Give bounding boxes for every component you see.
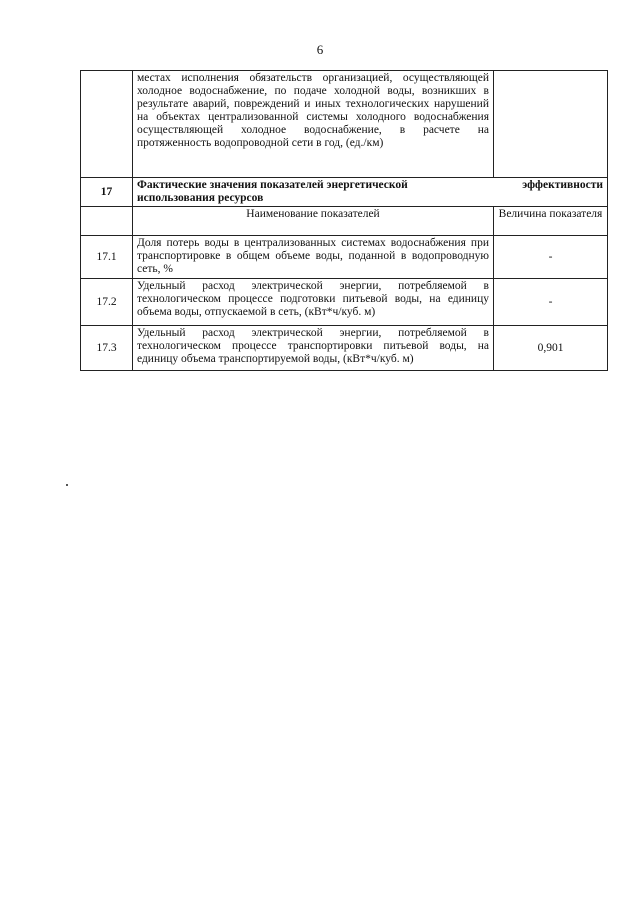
table-header-row xyxy=(81,207,608,236)
row-number-cell xyxy=(81,71,133,178)
indicators-table xyxy=(80,70,608,371)
row-description: Доля потерь воды в централизованных системах водоснабжения при транспортировке в общем объеме воды, поданной в водопроводную сеть, % xyxy=(133,236,494,279)
row-number: 17.2 xyxy=(81,279,133,326)
row-description: Удельный расход электрической энергии, потребляемой в технологическом процессе транспортировки питьевой воды, на единицу объема транспортируемой воды, (кВт*ч/куб. м) xyxy=(133,326,494,371)
section-number: 17 xyxy=(81,178,133,207)
section-title-part2: эффективности xyxy=(522,179,603,191)
page-number: 6 xyxy=(316,42,324,57)
section-title xyxy=(133,178,608,207)
row-value: - xyxy=(494,236,608,279)
row-number: 17.1 xyxy=(81,236,133,279)
section-row xyxy=(81,178,608,207)
row-description: Удельный расход электрической энергии, потребляемой в технологическом процессе подготовки питьевой воды, на единицу объема воды, отпускаемой в сеть, (кВт*ч/куб. м) xyxy=(133,279,494,326)
row-value: 0,901 xyxy=(494,326,608,371)
header-empty-cell xyxy=(81,207,133,236)
scan-speck xyxy=(66,484,68,486)
header-value: Величина показателя xyxy=(494,207,608,236)
table-row xyxy=(81,236,608,279)
value-cell xyxy=(494,71,608,178)
table-row xyxy=(81,71,608,178)
section-title-part3: использования ресурсов xyxy=(137,192,264,204)
row-value: - xyxy=(494,279,608,326)
row-number: 17.3 xyxy=(81,326,133,371)
header-name: Наименование показателей xyxy=(133,207,494,236)
section-title-part1: Фактические значения показателей энергетической xyxy=(137,179,408,191)
continuation-text: местах исполнения обязательств организацией, осуществляющей холодное водоснабжение, по подаче холодной воды, возникших в результате аварий, повреждений и иных технологических нарушений на объектах централизованной системы холодного водоснабжения осуществляющей холодное водоснабжение, в расчете на протяженность водопроводной сети в год, (ед./км) xyxy=(133,71,494,178)
table-row xyxy=(81,326,608,371)
table-row xyxy=(81,279,608,326)
